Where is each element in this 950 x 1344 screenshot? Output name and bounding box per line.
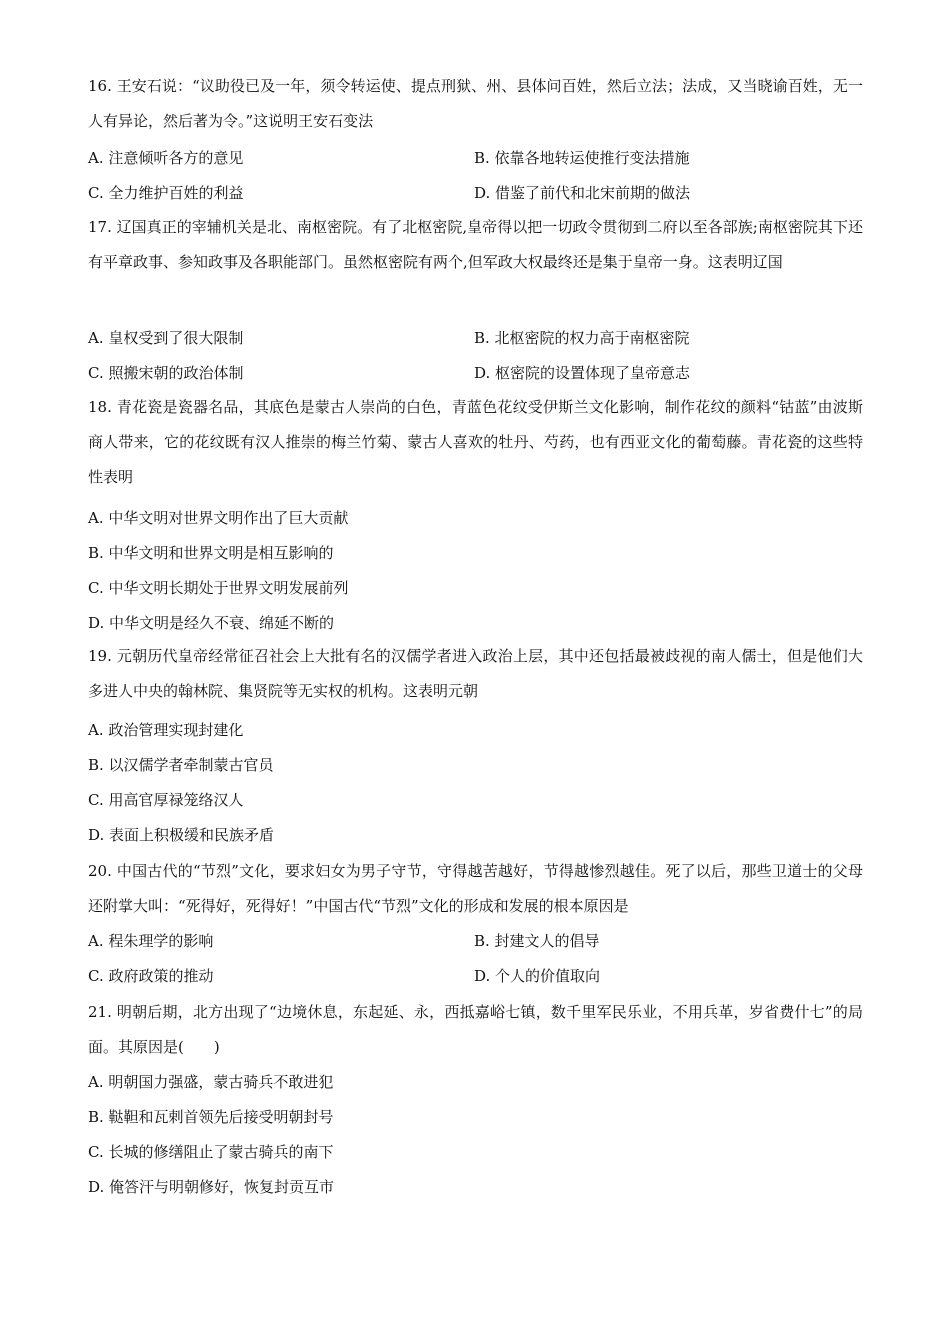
question-stem: 16. 王安石说：“议助役已及一年，须令转运使、提点刑狱、州、县体问百姓，然后立法；法成，又当晓谕百姓，无一人有异论，然后著为令。”这说明王安石变法: [88, 77, 863, 130]
question-stem: 20. 中国古代的“节烈”文化，要求妇女为男子守节，守得越苦越好，节得越惨烈越佳。死了以后，那些卫道士的父母还附掌大叫：“死得好，死得好！”中国古代“节烈”文化的形成和发展的根本原因是: [88, 862, 863, 915]
option-d: D. 俺答汗与明朝修好，恢复封贡互市: [88, 1178, 335, 1196]
option-a: A. 明朝国力强盛，蒙古骑兵不敢进犯: [88, 1073, 334, 1091]
option-d: D. 枢密院的设置体现了皇帝意志: [474, 364, 691, 382]
question-stem: 18. 青花瓷是瓷器名品，其底色是蒙古人崇尚的白色，青蓝色花纹受伊斯兰文化影响，制作花纹的颜料“钴蓝”由波斯商人带来，它的花纹既有汉人推崇的梅兰竹菊、蒙古人喜欢的牡丹、芍药，也有西亚文化的葡萄藤。青花瓷的这些特性表明: [88, 398, 863, 486]
question-19: [88, 639, 863, 844]
option-a: A. 程朱理学的影响: [88, 932, 214, 950]
option-d: D. 借鉴了前代和北宋前期的做法: [474, 184, 691, 202]
option-b: B. 鞑靼和瓦剌首领先后接受明朝封号: [88, 1108, 334, 1126]
option-a: A. 政治管理实现封建化: [88, 721, 244, 739]
option-c: C. 政府政策的推动: [88, 967, 214, 985]
option-d: D. 表面上积极缓和民族矛盾: [88, 826, 275, 844]
option-b: B. 以汉儒学者牵制蒙古官员: [88, 756, 274, 774]
option-b: B. 依靠各地转运使推行变法措施: [474, 149, 690, 167]
option-d: D. 中华文明是经久不衰、绵延不断的: [88, 614, 335, 632]
option-b: B. 北枢密院的权力高于南枢密院: [474, 329, 690, 347]
option-a: A. 注意倾听各方的意见: [88, 149, 244, 167]
question-21: [88, 995, 863, 1196]
question-20: [88, 854, 863, 985]
question-stem: 19. 元朝历代皇帝经常征召社会上大批有名的汉儒学者进入政治上层，其中还包括最被歧视的南人儒士，但是他们大多进人中央的翰林院、集贤院等无实权的机构。这表明元朝: [88, 647, 863, 700]
option-b: B. 封建文人的倡导: [474, 932, 600, 950]
question-stem: 21. 明朝后期，北方出现了“边境休息，东起延、永，西抵嘉峪七镇，数千里军民乐业，不用兵革，岁省费什七”的局面。其原因是( ): [88, 1003, 863, 1056]
question-16: [88, 69, 863, 202]
option-c: C. 中华文明长期处于世界文明发展前列: [88, 579, 349, 597]
option-d: D. 个人的价值取向: [474, 967, 601, 985]
option-c: C. 长城的修缮阻止了蒙古骑兵的南下: [88, 1143, 334, 1161]
question-17: [88, 210, 863, 382]
option-a: A. 中华文明对世界文明作出了巨大贡献: [88, 509, 349, 527]
option-c: C. 用高官厚禄笼络汉人: [88, 791, 244, 809]
option-b: B. 中华文明和世界文明是相互影响的: [88, 544, 334, 562]
question-stem: 17. 辽国真正的宰辅机关是北、南枢密院。有了北枢密院,皇帝得以把一切政令贯彻到二府以至各部族;南枢密院其下还有平章政事、参知政事及各职能部门。虽然枢密院有两个,但军政大权最终还是集于皇帝一身。这表明辽国: [88, 218, 863, 271]
option-a: A. 皇权受到了很大限制: [88, 329, 244, 347]
question-18: [88, 390, 863, 632]
option-c: C. 照搬宋朝的政治体制: [88, 364, 244, 382]
option-c: C. 全力维护百姓的利益: [88, 184, 244, 202]
